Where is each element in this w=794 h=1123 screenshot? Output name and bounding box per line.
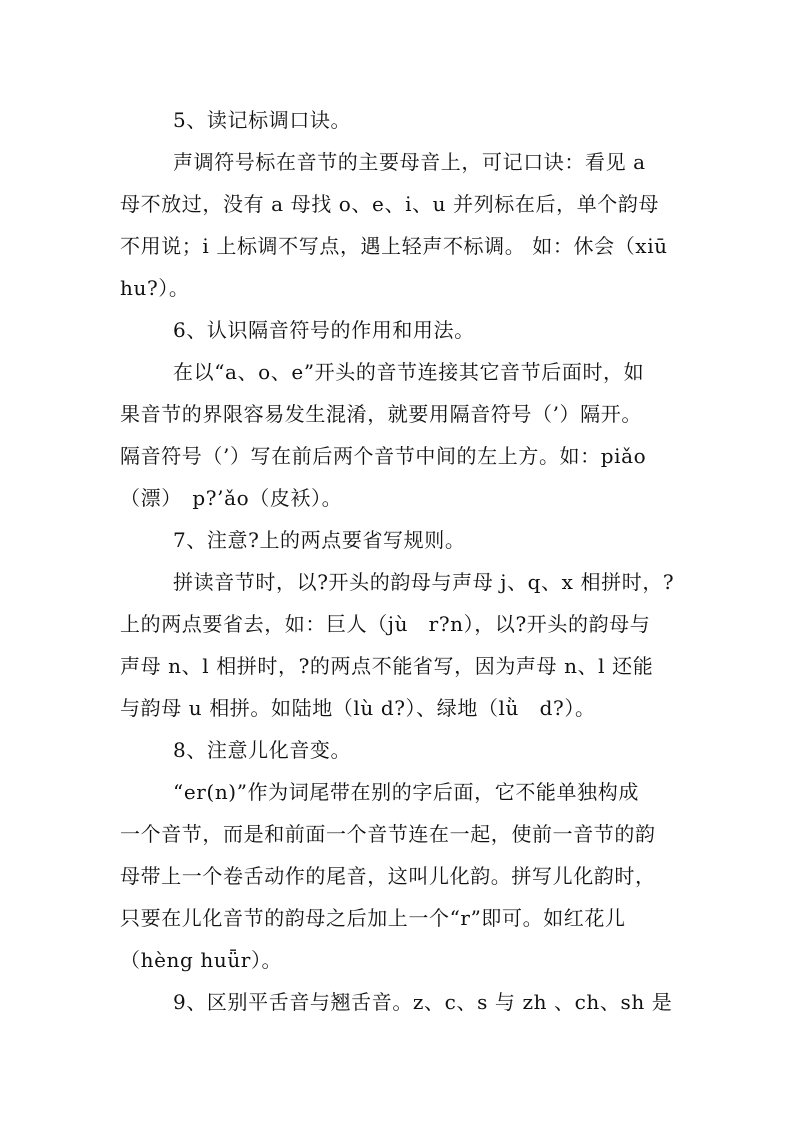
section-7-heading: 7、注意?上的两点要省写规则。 (173, 528, 466, 552)
paragraph-line: 在以“a、o、e”开头的音节连接其它音节后面时，如 (173, 360, 645, 384)
paragraph-line: hu?）。 (120, 276, 190, 300)
paragraph-line: 上的两点要省去，如：巨人（jù r?n），以?开头的韵母与 (120, 612, 651, 636)
paragraph-line: 不用说；i 上标调不写点，遇上轻声不标调。 如：休会（xiū (120, 234, 668, 258)
paragraph-line: 隔音符号（’）写在前后两个音节中间的左上方。如：piǎo (120, 444, 647, 468)
paragraph-line: 一个音节，而是和前面一个音节连在一起，使前一音节的韵 (120, 822, 656, 846)
paragraph-line: 果音节的界限容易发生混淆，就要用隔音符号（’）隔开。 (120, 402, 642, 426)
paragraph-line: （漂） p?’ǎo（皮袄）。 (120, 486, 343, 510)
paragraph-line: （hèng huǖr）。 (120, 948, 283, 972)
section-9-heading: 9、区别平舌音与翘舌音。z、c、s 与 zh 、ch、sh 是 (173, 990, 673, 1014)
paragraph-line: 声母 n、l 相拼时，?的两点不能省写，因为声母 n、l 还能 (120, 654, 654, 678)
paragraph-line: 与韵母 u 相拼。如陆地（lù d?）、绿地（lǜ d?）。 (120, 696, 596, 720)
paragraph-line: 母带上一个卷舌动作的尾音，这叫儿化韵。拼写儿化韵时， (120, 864, 656, 888)
paragraph-line: 拼读音节时，以?开头的韵母与声母 j、q、x 相拼时，? (173, 570, 675, 594)
paragraph-line: “er(n)”作为词尾带在别的字后面，它不能单独构成 (173, 780, 639, 804)
paragraph-line: 声调符号标在音节的主要母音上，可记口诀：看见 a (173, 150, 646, 174)
section-8-heading: 8、注意儿化音变。 (173, 738, 352, 762)
paragraph-line: 母不放过，没有 a 母找 o、e、i、u 并列标在后，单个韵母 (120, 192, 660, 216)
paragraph-line: 只要在儿化音节的韵母之后加上一个“r”即可。如红花儿 (120, 906, 626, 930)
section-5-heading: 5、读记标调口诀。 (173, 108, 352, 132)
section-6-heading: 6、认识隔音符号的作用和用法。 (173, 318, 475, 342)
